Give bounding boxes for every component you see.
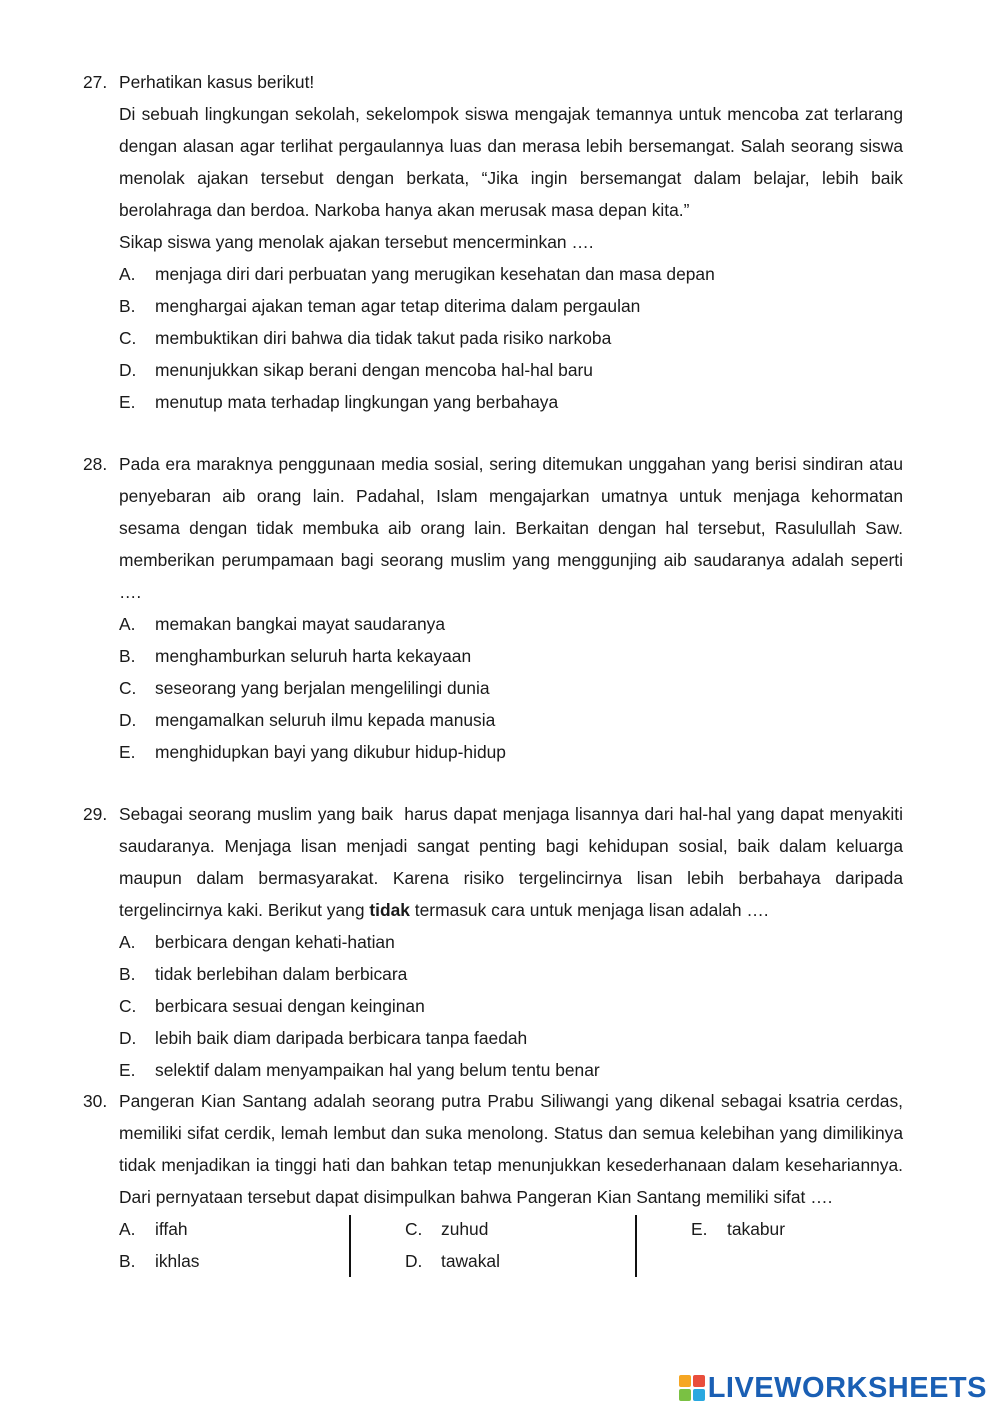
option-letter: E. bbox=[119, 1060, 136, 1080]
question-number: 29. bbox=[83, 804, 108, 824]
option-letter: D. bbox=[405, 1251, 423, 1271]
mark-square bbox=[679, 1375, 691, 1387]
emphasis-word: tidak bbox=[369, 900, 410, 920]
liveworksheets-logo bbox=[679, 1371, 987, 1405]
option-letter: B. bbox=[119, 646, 136, 666]
question-27 bbox=[83, 66, 903, 418]
column-divider bbox=[635, 1215, 637, 1277]
option-letter: D. bbox=[119, 360, 137, 380]
question-29 bbox=[83, 798, 908, 1086]
option-text: selektif dalam menyampaikan hal yang belum tentu benar bbox=[155, 1060, 600, 1080]
column-divider bbox=[349, 1215, 351, 1277]
option-d[interactable] bbox=[119, 704, 903, 736]
mark-square bbox=[679, 1389, 691, 1401]
question-paragraph: Pada era maraknya penggunaan media sosial, sering ditemukan unggahan yang berisi sindiran atau penyebaran aib orang lain. Padahal, Islam mengajarkan umatnya untuk menjaga kehormatan sesama dengan tidak membuka aib orang lain. Berkaitan dengan hal tersebut, Rasulullah Saw. memberikan perumpamaan bagi seorang muslim yang menggunjing aib saudaranya adalah seperti …. bbox=[119, 454, 903, 602]
question-text bbox=[119, 1085, 903, 1213]
option-text: seseorang yang berjalan mengelilingi dunia bbox=[155, 678, 490, 698]
question-paragraph: Pangeran Kian Santang adalah seorang putra Prabu Siliwangi yang dikenal sebagai ksatria cerdas, memiliki sifat cerdik, lemah lembut dan suka menolong. Status dan semua kelebihan yang dimilikinya tidak menjadikan ia tinggi hati dan bahkan tetap menunjukkan kesederhanaan dalam kesehariannya. Dari pernyataan tersebut dapat disimpulkan bahwa Pangeran Kian Santang memiliki sifat …. bbox=[119, 1091, 903, 1207]
question-text-before: Sebagai seorang muslim yang baik harus dapat menjaga lisannya dari hal-hal yang dapat menyakiti saudaranya. Menjaga lisan menjadi sangat penting bagi kehidupan sosial, baik dalam keluarga maupun dalam bermasyarakat. Karena risiko tergelincirnya lisan lebih berbahaya daripada tergelincirnya kaki. Berikut yang bbox=[119, 804, 908, 920]
option-text: menutup mata terhadap lingkungan yang berbahaya bbox=[155, 392, 559, 412]
option-text: tawakal bbox=[441, 1251, 500, 1271]
mark-square bbox=[693, 1375, 705, 1387]
option-text: ikhlas bbox=[155, 1251, 200, 1271]
option-e[interactable] bbox=[119, 736, 903, 768]
option-c[interactable] bbox=[119, 990, 903, 1022]
option-text: membuktikan diri bahwa dia tidak takut pada risiko narkoba bbox=[155, 328, 612, 348]
option-letter: D. bbox=[119, 1028, 137, 1048]
option-letter: E. bbox=[691, 1219, 708, 1239]
option-text: berbicara sesuai dengan keinginan bbox=[155, 996, 425, 1016]
option-text: menghamburkan seluruh harta kekayaan bbox=[155, 646, 472, 666]
option-letter: A. bbox=[119, 614, 136, 634]
option-b[interactable] bbox=[119, 958, 903, 990]
option-d[interactable] bbox=[405, 1245, 500, 1277]
option-text: menghargai ajakan teman agar tetap diterima dalam pergaulan bbox=[155, 296, 641, 316]
option-list bbox=[119, 926, 903, 1086]
option-c[interactable] bbox=[119, 322, 903, 354]
option-text: takabur bbox=[727, 1219, 786, 1239]
question-text-after: termasuk cara untuk menjaga lisan adalah …. bbox=[409, 900, 769, 920]
option-text: tidak berlebihan dalam berbicara bbox=[155, 964, 408, 984]
option-text: iffah bbox=[155, 1219, 188, 1239]
option-b[interactable] bbox=[119, 1245, 199, 1277]
option-grid bbox=[119, 1213, 903, 1277]
question-text bbox=[119, 66, 903, 258]
option-d[interactable] bbox=[119, 354, 903, 386]
option-letter: E. bbox=[119, 742, 136, 762]
option-letter: A. bbox=[119, 932, 136, 952]
option-a[interactable] bbox=[119, 1213, 188, 1245]
question-number: 28. bbox=[83, 454, 108, 474]
option-letter: C. bbox=[119, 996, 137, 1016]
option-c[interactable] bbox=[405, 1213, 488, 1245]
option-text: berbicara dengan kehati-hatian bbox=[155, 932, 395, 952]
option-letter: C. bbox=[119, 678, 137, 698]
logo-text: LIVEWORKSHEETS bbox=[707, 1371, 987, 1404]
question-30 bbox=[83, 1085, 903, 1277]
option-c[interactable] bbox=[119, 672, 903, 704]
question-number: 27. bbox=[83, 72, 108, 92]
option-letter: B. bbox=[119, 1251, 136, 1271]
option-letter: B. bbox=[119, 964, 136, 984]
option-e[interactable] bbox=[119, 386, 903, 418]
option-letter: A. bbox=[119, 1219, 136, 1239]
question-paragraph bbox=[119, 798, 908, 926]
option-a[interactable] bbox=[119, 258, 903, 290]
option-text: memakan bangkai mayat saudaranya bbox=[155, 614, 446, 634]
option-letter: B. bbox=[119, 296, 136, 316]
option-a[interactable] bbox=[119, 608, 903, 640]
liveworksheets-mark-icon bbox=[679, 1375, 705, 1401]
option-d[interactable] bbox=[119, 1022, 903, 1054]
option-text: menjaga diri dari perbuatan yang merugikan kesehatan dan masa depan bbox=[155, 264, 715, 284]
question-28 bbox=[83, 448, 903, 768]
option-text: zuhud bbox=[441, 1219, 489, 1239]
question-number: 30. bbox=[83, 1091, 108, 1111]
option-a[interactable] bbox=[119, 926, 903, 958]
option-letter: A. bbox=[119, 264, 136, 284]
question-intro: Perhatikan kasus berikut! bbox=[119, 72, 315, 92]
option-letter: D. bbox=[119, 710, 137, 730]
option-letter: C. bbox=[119, 328, 137, 348]
option-text: lebih baik diam daripada berbicara tanpa faedah bbox=[155, 1028, 528, 1048]
option-text: menghidupkan bayi yang dikubur hidup-hidup bbox=[155, 742, 506, 762]
option-letter: E. bbox=[119, 392, 136, 412]
question-text bbox=[119, 798, 908, 926]
option-b[interactable] bbox=[119, 640, 903, 672]
option-list bbox=[119, 608, 903, 768]
option-letter: C. bbox=[405, 1219, 423, 1239]
question-case: Di sebuah lingkungan sekolah, sekelompok siswa mengajak temannya untuk mencoba zat terlarang dengan alasan agar terlihat pergaulannya luas dan merasa lebih bersemangat. Salah seorang siswa menolak ajakan tersebut dengan berkata, “Jika ingin bersemangat dalam belajar, lebih baik berolahraga dan berdoa. Narkoba hanya akan merusak masa depan kita.” bbox=[119, 104, 903, 220]
option-text: mengamalkan seluruh ilmu kepada manusia bbox=[155, 710, 496, 730]
option-e[interactable] bbox=[691, 1213, 785, 1245]
question-text bbox=[119, 448, 903, 608]
mark-square bbox=[693, 1389, 705, 1401]
option-b[interactable] bbox=[119, 290, 903, 322]
question-prompt: Sikap siswa yang menolak ajakan tersebut mencerminkan …. bbox=[119, 232, 594, 252]
option-text: menunjukkan sikap berani dengan mencoba hal-hal baru bbox=[155, 360, 593, 380]
option-e[interactable] bbox=[119, 1054, 903, 1086]
option-list bbox=[119, 258, 903, 418]
